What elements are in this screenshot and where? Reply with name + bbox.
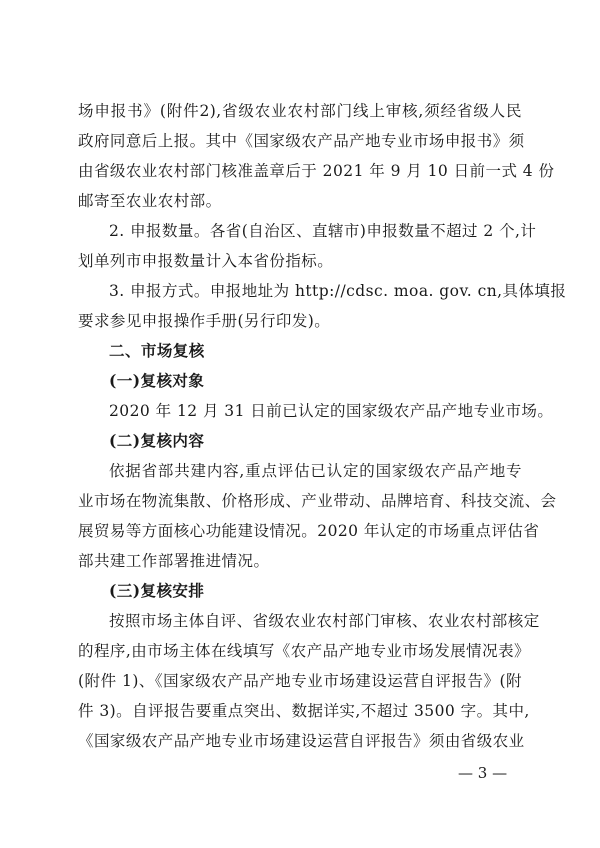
body-text-line: (附件 1)、《国家级农产品产地专业市场建设运营自评报告》(附 — [78, 672, 522, 690]
body-text-line: 3. 申报方式。申报地址为 http://cdsc. moa. gov. cn,具体填报 — [109, 282, 567, 300]
body-text-line: 政府同意后上报。其中《国家级农产品产地专业市场申报书》须 — [78, 132, 525, 150]
body-text-line: 《国家级农产品产地专业市场建设运营自评报告》须由省级农业 — [78, 732, 525, 750]
body-text-line: 场申报书》(附件2),省级农业农村部门线上审核,须经省级人民 — [78, 102, 522, 120]
body-text-line: 业市场在物流集散、价格形成、产业带动、品牌培育、科技交流、会 — [78, 492, 557, 510]
body-text-line: 部共建工作部署推进情况。 — [78, 552, 270, 570]
body-text-line: 要求参见申报操作手册(另行印发)。 — [78, 312, 331, 330]
body-text-line: 展贸易等方面核心功能建设情况。2020 年认定的市场重点评估省 — [78, 522, 540, 540]
body-text-line: 2. 申报数量。各省(自治区、直辖市)申报数量不超过 2 个,计 — [109, 222, 537, 240]
section-heading: 二、市场复核 — [109, 342, 205, 360]
body-text-line: 2020 年 12 月 31 日前已认定的国家级农产品产地专业市场。 — [109, 402, 554, 420]
subsection-heading: (一)复核对象 — [109, 371, 205, 390]
body-text-line: 件 3)。自评报告要重点突出、数据详实,不超过 3500 字。其中, — [78, 702, 530, 720]
document-body — [78, 96, 567, 756]
subsection-heading: (二)复核内容 — [109, 431, 205, 450]
subsection-heading: (三)复核安排 — [109, 581, 205, 600]
body-text-line: 划单列市申报数量计入本省份指标。 — [78, 252, 334, 270]
body-text-line: 按照市场主体自评、省级农业农村部门审核、农业农村部核定 — [109, 612, 540, 630]
body-text-line: 邮寄至农业农村部。 — [78, 192, 222, 210]
page-number: — 3 — — [458, 764, 508, 782]
body-text-line: 的程序,由市场主体在线填写《农产品产地专业市场发展情况表》 — [78, 642, 530, 660]
body-text-line: 依据省部共建内容,重点评估已认定的国家级农产品产地专 — [109, 462, 522, 480]
body-text-line: 由省级农业农村部门核准盖章后于 2021 年 9 月 10 日前一式 4 份 — [78, 162, 555, 180]
